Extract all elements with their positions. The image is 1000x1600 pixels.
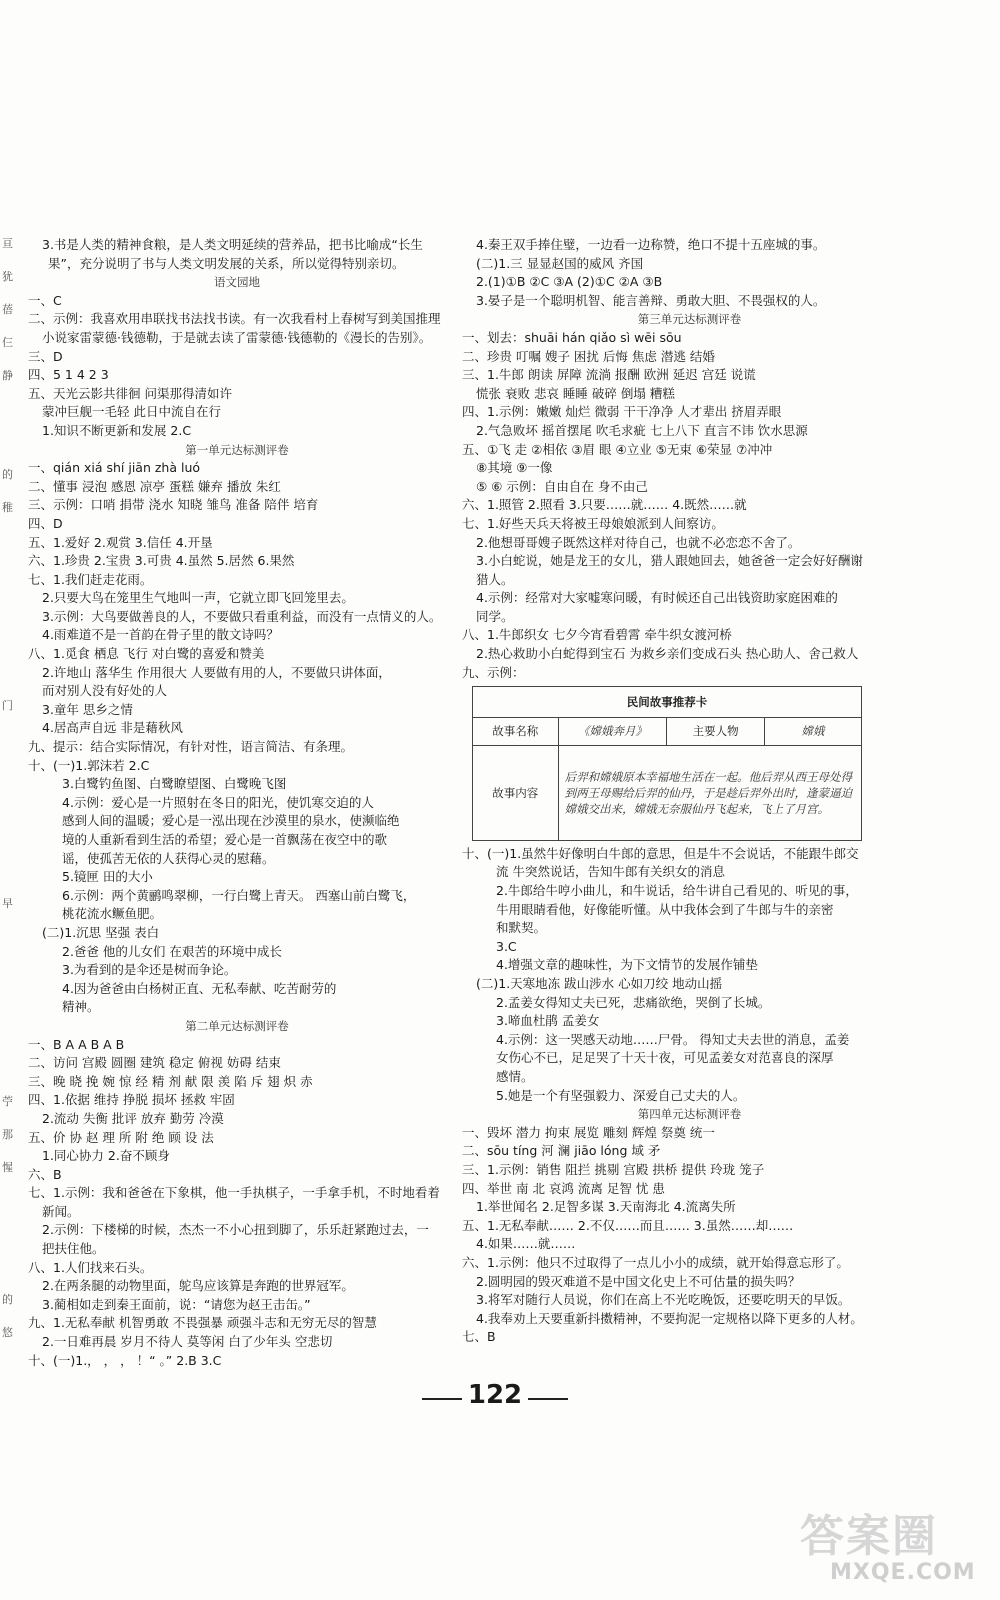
- right-answer-line: 五、1.无私奉献…… 2.不仅……而且…… 3.虽然……却……: [462, 1217, 794, 1233]
- left-answer-line: 一、qián xiá shí jiān zhà luó: [28, 460, 201, 476]
- left-answer-line: 第一单元达标测评卷: [185, 442, 289, 457]
- right-answer-line: 女伤心不已，足足哭了十天十夜，可见孟姜女对范喜良的深厚: [496, 1050, 834, 1066]
- left-answer-line: 果”，充分说明了书与人类文明发展的关系，所以觉得特别亲切。: [48, 255, 405, 271]
- right-answer-line: 4.增强文章的趣味性，为下文情节的发展作铺垫: [496, 957, 758, 973]
- left-answer-line: 4.示例：爱心是一片照射在冬日的阳光，使饥寒交迫的人: [62, 794, 374, 810]
- left-answer-line: 五、天光云影共徘徊 问渠那得清如许: [28, 385, 232, 401]
- right-answer-line: 3.啼血杜鹃 孟姜女: [496, 1013, 600, 1029]
- right-answer-line: 4.示例：经常对大家嘘寒问暖，有时候还自己出钱资助家庭困难的: [476, 590, 838, 606]
- left-answer-line: 3.为看到的是伞还是树而争论。: [62, 962, 237, 978]
- left-answer-line: 六、B: [28, 1166, 62, 1182]
- left-answer-line: 3.示例：大鸟要做善良的人，不要做只看重利益，而没有一点情义的人。: [42, 608, 442, 624]
- card-name-label: 故事名称: [473, 718, 559, 746]
- right-answer-line: 同学。: [476, 608, 514, 624]
- left-answer-line: 一、B A A B A B: [28, 1036, 125, 1052]
- right-answer-line: 和默契。: [496, 920, 547, 936]
- right-answer-line: 1.举世闻名 2.足智多谋 3.天南海北 4.流离失所: [476, 1199, 736, 1215]
- right-answer-line: 4.秦王双手捧住璧，一边看一边称赞，绝口不提十五座城的事。: [476, 237, 826, 252]
- left-answer-line: 2.在两条腿的动物里面，鸵鸟应该算是奔跑的世界冠军。: [42, 1278, 354, 1294]
- page-number: [395, 1380, 595, 1410]
- right-answer-line: 十、(一)1.虽然牛好像明白牛郎的意思，但是牛不会说话，不能跟牛郎交: [462, 845, 859, 861]
- right-answer-line: 2.气急败坏 摇首摆尾 吹毛求疵 七上八下 直言不讳 饮水思源: [476, 422, 808, 438]
- right-answer-line: 猎人。: [476, 571, 514, 587]
- right-answer-line: 4.如果……就……: [476, 1236, 576, 1252]
- left-answer-line: 八、1.人们找来石头。: [28, 1259, 153, 1275]
- edge-character: 早: [2, 897, 13, 910]
- left-answer-line: 九、提示：结合实际情况，有针对性，语言简洁、有条理。: [28, 739, 354, 755]
- right-answer-line: 2.圆明园的毁灭难道不是中国文化史上不可估量的损失吗？: [476, 1273, 801, 1289]
- left-answer-line: 蒙冲巨舰一毛轻 此日中流自在行: [42, 404, 221, 420]
- left-answer-line: 二、懂事 浸泡 感恩 凉亭 蛋糕 嫌弃 播放 朱红: [28, 478, 281, 494]
- left-answer-line: 十、(一)1.郭沫若 2.C: [28, 757, 150, 773]
- right-answer-line: ⑤ ⑥ 示例：自由自在 身不由己: [476, 478, 648, 494]
- left-answer-line: 七、1.示例：我和爸爸在下象棋，他一手执棋子，一手拿手机，不时地看着: [28, 1185, 440, 1201]
- card-content-label: 故事内容: [473, 745, 559, 840]
- card-character-label: 主要人物: [667, 718, 764, 746]
- left-answer-line: 5.镜匣 田的大小: [62, 869, 153, 885]
- right-answer-line: 第四单元达标测评卷: [637, 1107, 742, 1122]
- right-answer-line: 5.她是一个有坚强毅力、深爱自己丈夫的人。: [496, 1087, 746, 1103]
- right-answer-line: 三、1.示例：销售 阻拦 挑剔 宫殿 拱桥 提供 玲珑 笼子: [462, 1161, 765, 1177]
- right-answer-line: 4.我奉劝上天要重新抖擞精神，不要拘泥一定规格以降下更多的人材。: [476, 1310, 863, 1326]
- left-answer-line: 2.一日难再晨 岁月不待人 莫等闲 白了少年头 空悲切: [42, 1334, 333, 1350]
- left-answer-line: 1.知识不断更新和发展 2.C: [42, 422, 192, 438]
- right-answer-line: 六、1.照管 2.照看 3.只要……就…… 4.既然……就: [462, 497, 747, 513]
- left-answer-line: 十、(一)1.， ， ， ！“ 。” 2.B 3.C: [28, 1352, 222, 1368]
- edge-character: 蓓: [2, 303, 13, 316]
- left-answer-line: 感到人间的温暖；爱心是一泓出现在沙漠里的泉水，使濒临绝: [62, 813, 400, 829]
- right-answer-line: 牛用眼睛看他，好像能听懂。从中我体会到了牛郎与牛的亲密: [496, 901, 834, 917]
- left-answer-line: 二、示例：我喜欢用串联找书法找书读。有一次我看村上春树写到美国推理: [28, 311, 441, 327]
- left-answer-line: 1.同心协力 2.奋不顾身: [42, 1148, 170, 1164]
- left-answer-line: 4.居高声自远 非是藉秋风: [42, 720, 183, 736]
- left-answer-line: 五、1.爱好 2.观赏 3.信任 4.开垦: [28, 534, 213, 550]
- left-answer-line: 第二单元达标测评卷: [185, 1018, 289, 1033]
- left-answer-line: 新闻。: [42, 1203, 80, 1219]
- right-answer-line: 流 牛突然说话，告知牛郎有关织女的消息: [496, 864, 725, 880]
- left-answer-line: 把扶住他。: [42, 1241, 105, 1257]
- left-answer-line: 2.只要大鸟在笼里生气地叫一声，它就立即飞回笼里去。: [42, 590, 354, 606]
- left-answer-line: 四、D: [28, 515, 63, 531]
- left-answer-line: 2.示例：下楼梯的时候，杰杰一不小心扭到脚了，乐乐赶紧跑过去，一: [42, 1222, 429, 1238]
- right-answer-line: 4.示例：这一哭感天动地……尸骨。 得知丈夫去世的消息，孟姜: [496, 1031, 850, 1047]
- right-answer-line: 三、1.牛郎 朗读 屏障 流淌 报酬 欧洲 延迟 宫廷 说谎: [462, 367, 756, 383]
- card-title: 民间故事推荐卡: [473, 687, 862, 718]
- right-answer-line: 一、划去：shuāi hán qiǎo sì wēi sōu: [462, 329, 682, 345]
- edge-character: 的: [2, 468, 13, 481]
- right-answer-line: (二)1.三 显显赵国的威风 齐国: [476, 255, 644, 271]
- right-answer-line: 3.晏子是一个聪明机智、能言善辩、勇敢大胆、不畏强权的人。: [476, 292, 826, 308]
- left-answer-line: 三、示例：口哨 捐带 浇水 知晓 雏鸟 准备 陪伴 培育: [28, 497, 319, 513]
- left-answer-line: 谣，使孤苦无依的人获得心灵的慰藉。: [62, 850, 275, 866]
- right-answer-line: 3.将军对随行人员说，你们在高上不光吃晚饭，还要吃明天的早饭。: [476, 1292, 851, 1308]
- edge-character: 的: [2, 1293, 13, 1306]
- left-answer-line: 4.雨难道不是一首韵在骨子里的散文诗吗？: [42, 627, 279, 643]
- right-answer-line: 2.(1)①B ②C ③A (2)①C ②A ③B: [476, 274, 663, 290]
- watermark-logo: [790, 1500, 976, 1592]
- left-answer-line: 4.因为爸爸由白杨树正直、无私奉献、吃苦耐劳的: [62, 980, 337, 996]
- left-binding-edge: [0, 235, 20, 1375]
- left-answer-line: 3.书是人类的精神食粮，是人类文明延续的营养品，把书比喻成“长生: [42, 237, 423, 252]
- edge-character: 亘: [2, 237, 13, 250]
- left-answer-line: 八、1.觅食 栖息 飞行 对白鹭的喜爱和赞美: [28, 646, 265, 662]
- right-answer-line: 3.小白蛇说，她是龙王的女儿，猎人跟她回去，她爸爸一定会好好酬谢: [476, 553, 863, 569]
- edge-character: 犹: [2, 270, 13, 283]
- page-number-dash-right: [528, 1398, 568, 1400]
- watermark-sub-text: MXQE.COM: [830, 1560, 976, 1585]
- right-answer-line: 二、珍贵 叮嘱 嫂子 困扰 后悔 焦虑 潜逃 结婚: [462, 348, 715, 364]
- right-answer-line: 七、B: [462, 1329, 496, 1345]
- right-answer-line: 感情。: [496, 1068, 534, 1084]
- right-answer-line: 慌张 衰败 悲哀 睡睡 破碎 倒塌 糟糕: [476, 385, 675, 401]
- left-answer-line: 3.白鹭钓鱼图、白鹭瞭望图、白鹭晚飞图: [62, 776, 287, 792]
- left-answer-line: 桃花流水鳜鱼肥。: [62, 906, 163, 922]
- left-answer-line: 二、访问 宫殿 圆圈 建筑 稳定 俯视 妨碍 结束: [28, 1055, 281, 1071]
- right-answer-line: 四、举世 南 北 哀鸿 流离 足智 忧 患: [462, 1180, 665, 1196]
- left-answer-line: (二)1.沉思 坚强 表白: [42, 924, 160, 940]
- left-answer-line: 六、1.珍贵 2.宝贵 3.可贵 4.虽然 5.居然 6.果然: [28, 553, 295, 569]
- right-answer-line: 2.他想哥哥嫂子既然这样对待自己，也就不必恋恋不舍了。: [476, 534, 801, 550]
- edge-character: 那: [2, 1128, 13, 1141]
- left-answer-line: 七、1.我们赶走花雨。: [28, 571, 153, 587]
- right-answer-line: 一、毁坏 潜力 拘束 展览 雕刻 辉煌 祭奠 统一: [462, 1124, 715, 1140]
- right-answer-line: (二)1.天寒地冻 跋山涉水 心如刀绞 地动山摇: [476, 976, 723, 991]
- card-content-value: 后羿和嫦娥原本幸福地生活在一起。他后羿从西王母处得到两王母赐给后羿的仙丹，于是趁后羿外出时，逢蒙逼迫嫦娥交出来，嫦娥无奈服仙丹飞起来，飞上了月宫。: [558, 745, 861, 840]
- edge-character: 苧: [2, 1095, 13, 1108]
- page-number-dash-left: [422, 1398, 462, 1400]
- folk-story-recommend-card: [472, 686, 862, 841]
- right-answer-line: 2.热心救助小白蛇得到宝石 为救乡亲们变成石头 热心助人、舍己救人: [476, 646, 859, 662]
- edge-character: 门: [2, 699, 13, 712]
- right-answer-line: 七、1.好些天兵天将被王母娘娘派到人间察访。: [462, 515, 724, 531]
- right-answer-line: 3.C: [496, 938, 517, 954]
- right-answer-line: 四、1.示例：嫩嫩 灿烂 微弱 干干净净 人才辈出 挤眉弄眼: [462, 404, 782, 420]
- left-answer-line: 境的人重新看到生活的希望；爱心是一首飘荡在夜空中的歌: [62, 832, 388, 847]
- right-answer-line: ⑧其境 ⑨一像: [476, 460, 553, 476]
- edge-character: 静: [2, 369, 13, 382]
- right-answer-line: 五、①飞 走 ②相依 ③眉 眼 ④立业 ⑤无束 ⑥荣显 ⑦冲冲: [462, 441, 773, 457]
- left-answer-line: 而对别人没有好处的人: [42, 683, 168, 699]
- left-answer-line: 三、晚 晓 挽 婉 惊 经 精 剂 献 限 羡 陷 斥 翅 炽 赤: [28, 1073, 313, 1089]
- watermark-main-text: 答案圈: [800, 1511, 938, 1562]
- left-answer-line: 精神。: [62, 999, 100, 1015]
- right-answer-line: 九、示例：: [462, 664, 525, 680]
- left-answer-line: 三、D: [28, 348, 63, 364]
- left-answer-line: 四、5 1 4 2 3: [28, 367, 109, 383]
- left-column: [28, 236, 446, 1370]
- card-character-value: 嫦娥: [764, 718, 861, 746]
- left-answer-line: 2.爸爸 他的儿女们 在艰苦的环境中成长: [62, 943, 282, 959]
- right-answer-line: 八、1.牛郎织女 七夕今宵看碧霄 牵牛织女渡河桥: [462, 627, 732, 643]
- edge-character: 稚: [2, 501, 13, 514]
- right-answer-line: 二、sōu tíng 河 澜 jiāo lóng 域 矛: [462, 1143, 661, 1159]
- left-answer-line: 五、价 协 赵 理 所 附 绝 顾 设 法: [28, 1129, 214, 1145]
- right-column: [462, 236, 917, 1347]
- left-answer-line: 语文园地: [214, 275, 260, 290]
- left-answer-line: 2.流动 失衡 批评 放弃 勤劳 冷漠: [42, 1110, 224, 1126]
- left-answer-line: 2.许地山 落华生 作用很大 人要做有用的人，不要做只讲体面，: [42, 664, 391, 680]
- edge-character: 仨: [2, 336, 13, 349]
- page-number-text: 122: [467, 1380, 523, 1410]
- right-answer-line: 2.牛郎给牛哼小曲儿，和牛说话，给牛讲自己看见的、听见的事，: [496, 883, 858, 899]
- left-answer-line: 九、1.无私奉献 机智勇敢 不畏强暴 顽强斗志和无穷无尽的智慧: [28, 1315, 377, 1331]
- right-answer-line: 第三单元达标测评卷: [637, 312, 742, 327]
- left-answer-line: 6.示例：两个黄鹂鸣翠柳，一行白鹭上青天。 西塞山前白鹭飞，: [62, 887, 416, 903]
- left-answer-line: 3.童年 思乡之情: [42, 701, 133, 717]
- card-name-value: 《嫦娥奔月》: [558, 718, 667, 746]
- left-answer-line: 一、C: [28, 292, 62, 308]
- edge-character: 惺: [2, 1161, 13, 1174]
- left-answer-line: 四、1.依据 维持 挣脱 损坏 拯救 牢固: [28, 1092, 235, 1108]
- right-answer-line: 六、1.示例：他只不过取得了一点儿小小的成绩，就开始得意忘形了。: [462, 1254, 849, 1270]
- left-answer-line: 3.蔺相如走到秦王面前，说：“请您为赵王击缶。”: [42, 1296, 311, 1312]
- left-answer-line: 小说家雷蒙德·钱德勒，于是就去读了雷蒙德·钱德勒的《漫长的告别》。: [42, 329, 432, 345]
- right-answer-line: 2.孟姜女得知丈夫已死，悲痛欲绝，哭倒了长城。: [496, 994, 771, 1010]
- edge-character: 悠: [2, 1326, 13, 1339]
